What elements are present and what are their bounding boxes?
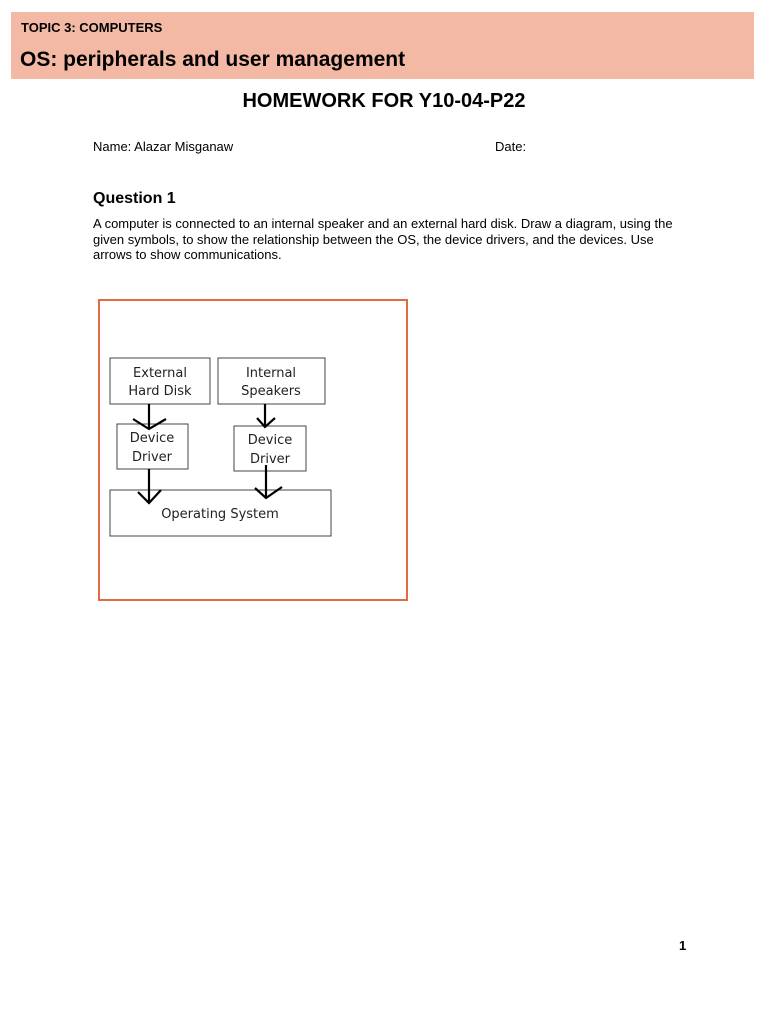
device-driver-right-label-2: Driver	[249, 452, 291, 467]
device-driver-left-label-1: Device	[129, 431, 175, 446]
device-driver-right-box	[234, 426, 306, 471]
internal-speakers-box	[218, 358, 325, 404]
subject-title: OS: peripherals and user management	[20, 48, 406, 71]
arrow-speakers-to-driver	[257, 404, 275, 427]
question-text: A computer is connected to an internal speaker and an external hard disk. Draw a diagram, using the given symbols, to show the relationship between the OS, the device drivers, and the devices. Use arrows to show communications.	[93, 216, 673, 262]
device-driver-left-box	[117, 424, 188, 469]
internal-speakers-label-1: Internal	[245, 366, 297, 381]
homework-title: HOMEWORK FOR Y10-04-P22	[242, 90, 526, 112]
diagram-frame	[98, 299, 408, 601]
question-heading: Question 1	[93, 190, 176, 207]
device-driver-right-label-1: Device	[247, 433, 293, 448]
date-field: Date:	[495, 139, 527, 154]
page-number: 1	[679, 938, 687, 953]
student-name: Name: Alazar Misganaw	[93, 139, 234, 154]
operating-system-label: Operating System	[161, 507, 279, 522]
external-hard-disk-label-2: Hard Disk	[128, 384, 192, 399]
topic-label: TOPIC 3: COMPUTERS	[21, 20, 163, 35]
topic-banner	[11, 12, 754, 79]
device-driver-left-label-2: Driver	[131, 450, 173, 465]
external-hard-disk-box	[110, 358, 210, 404]
external-hard-disk-label-1: External	[133, 366, 187, 381]
relationship-diagram	[100, 301, 406, 599]
internal-speakers-label-2: Speakers	[241, 384, 301, 399]
